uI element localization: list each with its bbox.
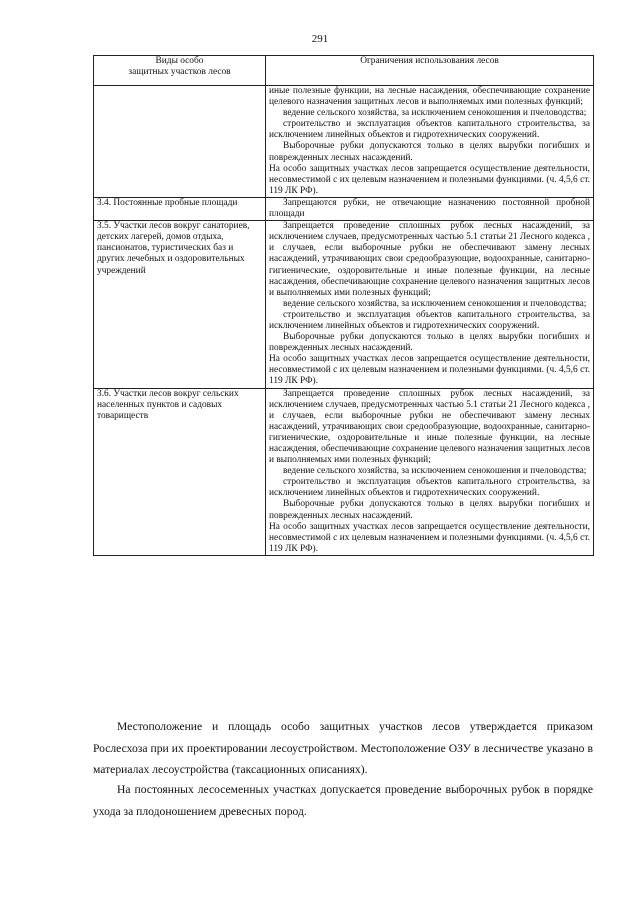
restriction-cell [266, 221, 594, 388]
header-line: Виды особо [155, 56, 204, 66]
area-type-cell [94, 86, 266, 198]
restriction-paragraph: Запрещается проведение сплошных рубок лесных насаждений, за исключением случаев, предусмотренных частью 5.1 статьи 21 Лесного кодекса , и случаев, если выборочные рубки не обеспечивают замену лесных насаждений, утрачивающих свои средообразующие, водоохранные, санитарно-гигиенические, оздоровительные и иные полезные функции, на лесные насаждения, обеспечивающие сохранение целевого назначения защитных лесов и выполняемых ими полезных функций; [269, 221, 590, 298]
restriction-paragraph: строительство и эксплуатация объектов капитального строительства, за исключением линейных объектов и гидротехнических сооружений. [269, 119, 590, 141]
restriction-paragraph: Запрещаются рубки, не отвечающие назначению постоянной пробной площади [269, 197, 590, 220]
restriction-paragraph: Выборочные рубки допускаются только в целях вырубки погибших и поврежденных лесных насаждений. [269, 332, 590, 354]
restriction-cell [266, 86, 594, 198]
table-row [94, 221, 594, 388]
restriction-paragraph: ведение сельского хозяйства, за исключением сенокошения и пчеловодства; [283, 108, 587, 119]
restriction-paragraph: На особо защитных участках лесов запрещается осуществление деятельности, несовместимой с их целевым назначением и полезными функциями. (ч. 4,5,6 ст. 119 ЛК РФ). [269, 521, 590, 554]
table-row [94, 388, 594, 555]
header-line: защитных участков лесов [128, 67, 231, 78]
restriction-paragraph: строительство и эксплуатация объектов капитального строительства, за исключением линейных объектов и гидротехнических сооружений. [269, 309, 590, 331]
restriction-paragraph: иные полезные функции, на лесные насаждения, обеспечивающие сохранение целевого назначения защитных лесов и выполняемых ими полезных функций; [269, 86, 590, 108]
restriction-paragraph: Запрещается проведение сплошных рубок лесных насаждений, за исключением случаев, предусмотренных частью 5.1 статьи 21 Лесного кодекса , и случаев, если выборочные рубки не обеспечивают замену лесных насаждений, утрачивающих свои средообразующие, водоохранные, санитарно-гигиенические, оздоровительные и иные полезные функции, на лесные насаждения, обеспечивающие сохранение целевого назначения защитных лесов и выполняемых ими полезных функций; [269, 388, 590, 466]
table-row [94, 197, 594, 220]
area-type-cell: 3.4. Постоянные пробные площади [94, 197, 266, 220]
restriction-paragraph: На особо защитных участках лесов запрещается осуществление деятельности, несовместимой с их целевым назначением и полезными функциями. (ч. 4,5,6 ст. 119 ЛК РФ). [269, 163, 590, 196]
area-type-cell: 3.6. Участки лесов вокруг сельских населенных пунктов и садовых товариществ [94, 388, 266, 555]
area-type-cell: 3.5. Участки лесов вокруг санаториев, детских лагерей, домов отдыха, пансионатов, туристических баз и других лечебных и оздоровительных учреждений [94, 221, 266, 388]
header-protective-area-types [94, 56, 266, 86]
restriction-paragraph: строительство и эксплуатация объектов капитального строительства, за исключением линейных объектов и гидротехнических сооружений. [269, 477, 590, 499]
restriction-cell [266, 388, 594, 555]
restriction-paragraph: Выборочные рубки допускаются только в целях вырубки погибших и поврежденных лесных насаждений. [269, 141, 590, 163]
page-number: 291 [311, 33, 329, 45]
restriction-paragraph: Выборочные рубки допускаются только в целях вырубки погибших и поврежденных лесных насаждений. [269, 499, 590, 521]
body-paragraph-location: Местоположение и площадь особо защитных участков лесов утверждается приказом Рослесхоза при их проектировании лесоустройством. Местоположение ОЗУ в лесничестве указано в материалах лесоустройства (таксационных описаниях). [93, 720, 593, 776]
header-use-restrictions: Ограничения использования лесов [266, 56, 594, 86]
restriction-paragraph: На особо защитных участках лесов запрещается осуществление деятельности, несовместимой с их целевым назначением и полезными функциями. (ч. 4,5,6 ст. 119 ЛК РФ). [269, 354, 590, 387]
restriction-paragraph: ведение сельского хозяйства, за исключением сенокошения и пчеловодства; [283, 298, 587, 309]
table-row [94, 86, 594, 198]
restriction-cell [266, 197, 594, 220]
forest-restrictions-table [93, 55, 594, 556]
body-paragraph-seed-plots: На постоянных лесосеменных участках допускается проведение выборочных рубок в порядке ухода за плодоношением древесных пород. [93, 783, 593, 818]
restriction-paragraph: ведение сельского хозяйства, за исключением сенокошения и пчеловодства; [283, 466, 587, 477]
table-header-row [94, 56, 594, 86]
